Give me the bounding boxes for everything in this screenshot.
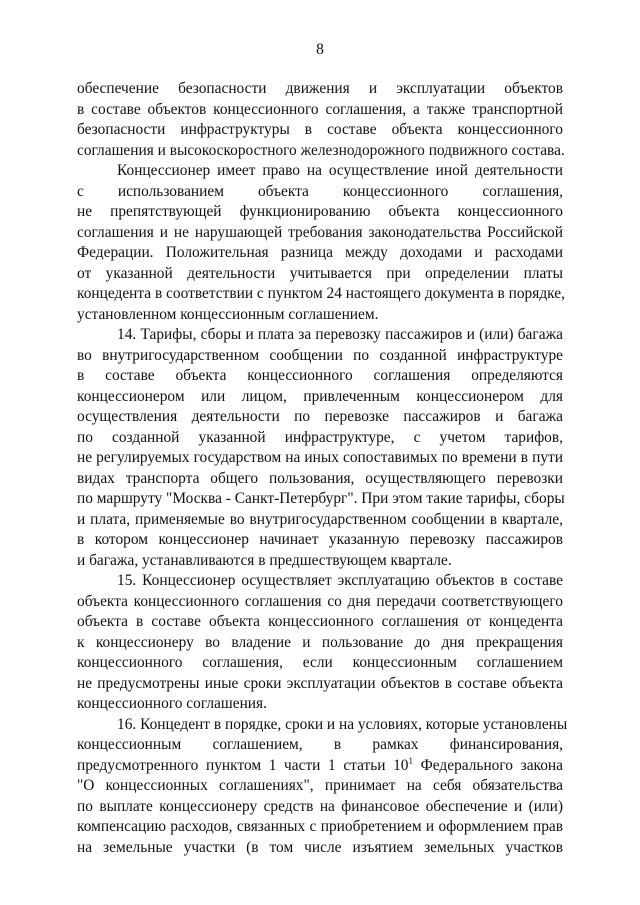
text-line: и плата, применяемые во внутригосударственном сообщении в квартале,: [77, 510, 563, 528]
text-line: по выплате концессионеру средств на финансовое обеспечение и (или): [77, 797, 563, 815]
text-line: видах транспорта общего пользования, осуществляющего перевозки: [77, 469, 563, 487]
text-line: 15. Концессионер осуществляет эксплуатацию объектов в составе: [117, 572, 563, 589]
text-line: по созданной указанной инфраструктуре, с учетом тарифов,: [77, 428, 563, 446]
text-line: соглашения и не нарушающей требования законодательства Российской: [77, 223, 563, 241]
text-line: концессионным соглашением, в рамках финансирования,: [77, 736, 563, 753]
text-line: в котором концессионер начинает указанную перевозку пассажиров: [77, 531, 563, 548]
text-line: предусмотренного пунктом 1 части 1 статьи $10^1$ Федерального закона: [77, 755, 563, 774]
text-line: Федерации. Положительная разница между доходами и расходами: [77, 244, 563, 261]
text-line: 16. Концедент в порядке, сроки и на условиях, которые установлены: [117, 715, 568, 733]
text-line: не предусмотрены иные сроки эксплуатации объектов в составе объекта: [77, 674, 563, 692]
text-line: от указанной деятельности учитывается при определении платы: [77, 264, 563, 282]
document-body: [77, 79, 568, 858]
text-line: концессионного соглашения, если концессионным соглашением: [77, 654, 563, 671]
text-line: концессионного соглашения.: [77, 695, 267, 712]
text-line: и багажа, устанавливаются в предшествующем квартале.: [77, 551, 452, 569]
text-line: концессионером или лицом, привлеченным концессионером для: [77, 387, 563, 405]
text-line: осуществления деятельности по перевозке пассажиров и багажа: [77, 408, 563, 425]
paragraph: [77, 571, 563, 715]
text-line: в составе объектов концессионного соглашения, а также транспортной: [77, 100, 563, 118]
text-line: обеспечение безопасности движения и эксплуатации объектов: [77, 80, 563, 97]
paragraph: [77, 79, 563, 161]
text-line: с использованием объекта концессионного соглашения,: [77, 182, 563, 200]
text-line: объекта концессионного соглашения со дня передачи соответствующего: [77, 592, 563, 610]
text-line: к концессионеру во владение и пользование до дня прекращения: [77, 633, 563, 651]
text-line: концедента в соответствии с пунктом 24 настоящего документа в порядке,: [77, 285, 565, 302]
text-line: компенсацию расходов, связанных с приобретением и оформлением прав: [77, 818, 563, 835]
text-line: в составе объекта концессионного соглашения определяются: [77, 367, 563, 384]
text-line: не регулируемых государством на иных сопоставимых по времени в пути: [77, 449, 563, 466]
text-line: на земельные участки (в том числе изъятием земельных участков: [77, 838, 563, 856]
text-line: объекта в составе объекта концессионного соглашения от концедента: [77, 613, 563, 630]
text-line: безопасности инфраструктуры в составе объекта концессионного: [77, 121, 563, 138]
text-line: соглашения и высокоскоростного железнодорожного подвижного состава.: [77, 141, 565, 159]
text-line: по маршруту "Москва - Санкт-Петербург". При этом такие тарифы, сборы: [77, 490, 565, 507]
paragraph: [77, 715, 568, 859]
text-line: Концессионер имеет право на осуществление иной деятельности: [117, 162, 563, 179]
paragraph: [77, 161, 563, 325]
text-line: не препятствующей функционированию объекта концессионного: [77, 203, 563, 220]
page-number: 8: [316, 41, 324, 58]
text-line: установленном концессионным соглашением.: [77, 305, 379, 323]
paragraph: [77, 325, 563, 571]
text-line: "О концессионных соглашениях", принимает на себя обязательства: [77, 777, 563, 794]
text-line: во внутригосударственном сообщении по созданной инфраструктуре: [77, 346, 563, 364]
text-line: 14. Тарифы, сборы и плата за перевозку пассажиров и (или) багажа: [117, 326, 563, 343]
